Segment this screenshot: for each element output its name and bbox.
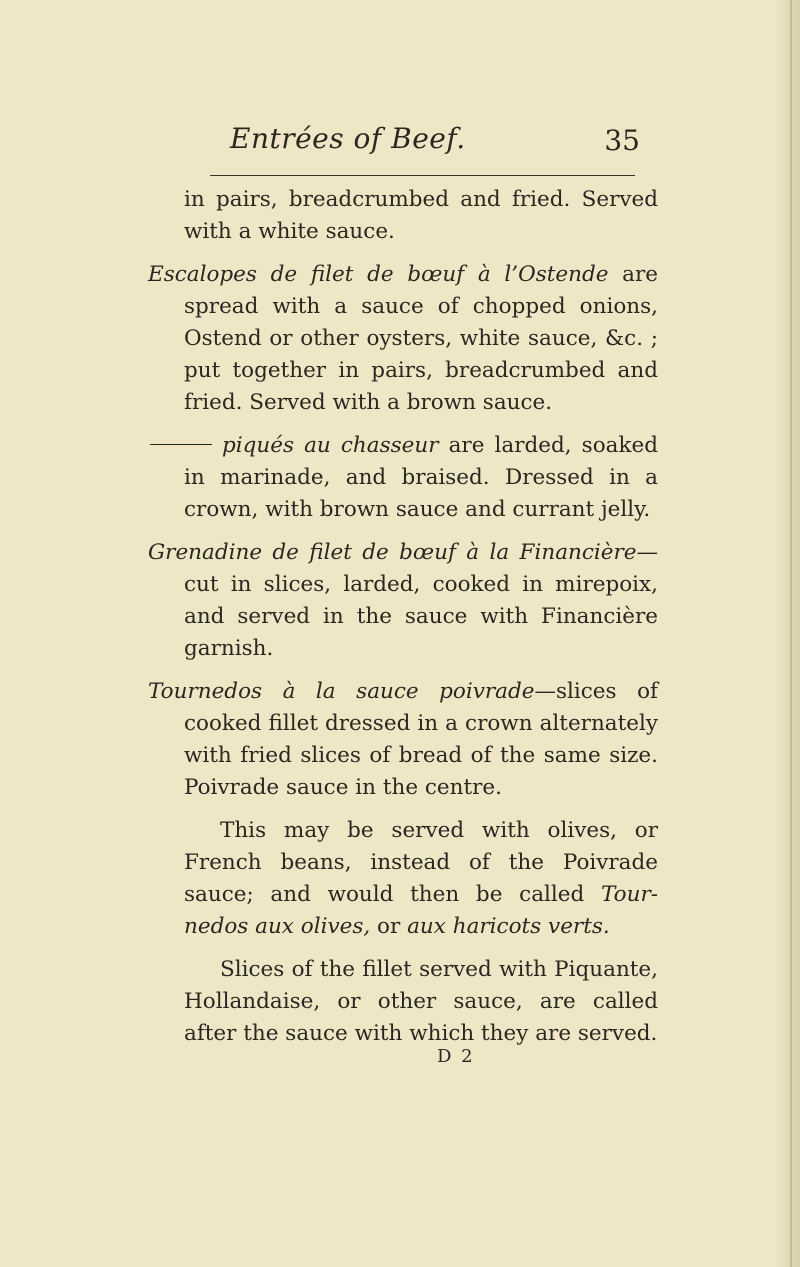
- page-header: [230, 122, 640, 168]
- running-title: Entrées of Beef.: [230, 122, 466, 155]
- entry-text: are larded, soaked in marinade, and braised. Dressed in a crown, with brown sauce and currant jelly.: [184, 433, 658, 522]
- entry-name: Escalopes de filet de bœuf à l’Ostende: [148, 262, 609, 287]
- entry-escalopes: [148, 259, 658, 419]
- entry-name: piqués au chasseur: [222, 433, 439, 458]
- entry-piques-au-chasseur: [148, 430, 658, 526]
- note-olives: This may be served with olives, or French beans, instead of the Poivrade sauce; and would then be called Tour-nedos aux olives, or aux haricots verts.: [184, 818, 658, 939]
- page-edge: [790, 0, 792, 1267]
- entry-name: Grenadine de filet de bœuf à la Financière: [148, 540, 637, 565]
- entry-tournedos: [148, 676, 658, 804]
- entry-grenadine: [148, 537, 658, 665]
- page-shadow: [774, 0, 800, 1267]
- paragraph-continuation: in pairs, breadcrumbed and fried. Served with a white sauce.: [184, 187, 658, 244]
- note-other-sauces: Slices of the fillet served with Piquante, Hollandaise, or other sauce, are called after the sauce with which they are served.: [184, 957, 658, 1046]
- entry-text: —cut in slices, larded, cooked in mirepoix, and served in the sauce with Financière garnish.: [184, 540, 658, 661]
- entry-text: —slices of cooked fillet dressed in a crown alternately with fried slices of bread of the same size. Poivrade sauce in the centre.: [184, 679, 658, 800]
- entry-name: Tournedos à la sauce poivrade: [148, 679, 535, 704]
- entry-text: are spread with a sauce of chopped onions, Ostend or other oysters, white sauce, &c. ; put together in pairs, breadcrumbed and fried. Served with a brown sauce.: [184, 262, 658, 415]
- body-text: [148, 184, 658, 1061]
- ditto-dash: [150, 444, 212, 445]
- signature-mark: D 2: [437, 1046, 475, 1067]
- page-number: 35: [604, 124, 640, 157]
- header-rule: [210, 175, 635, 176]
